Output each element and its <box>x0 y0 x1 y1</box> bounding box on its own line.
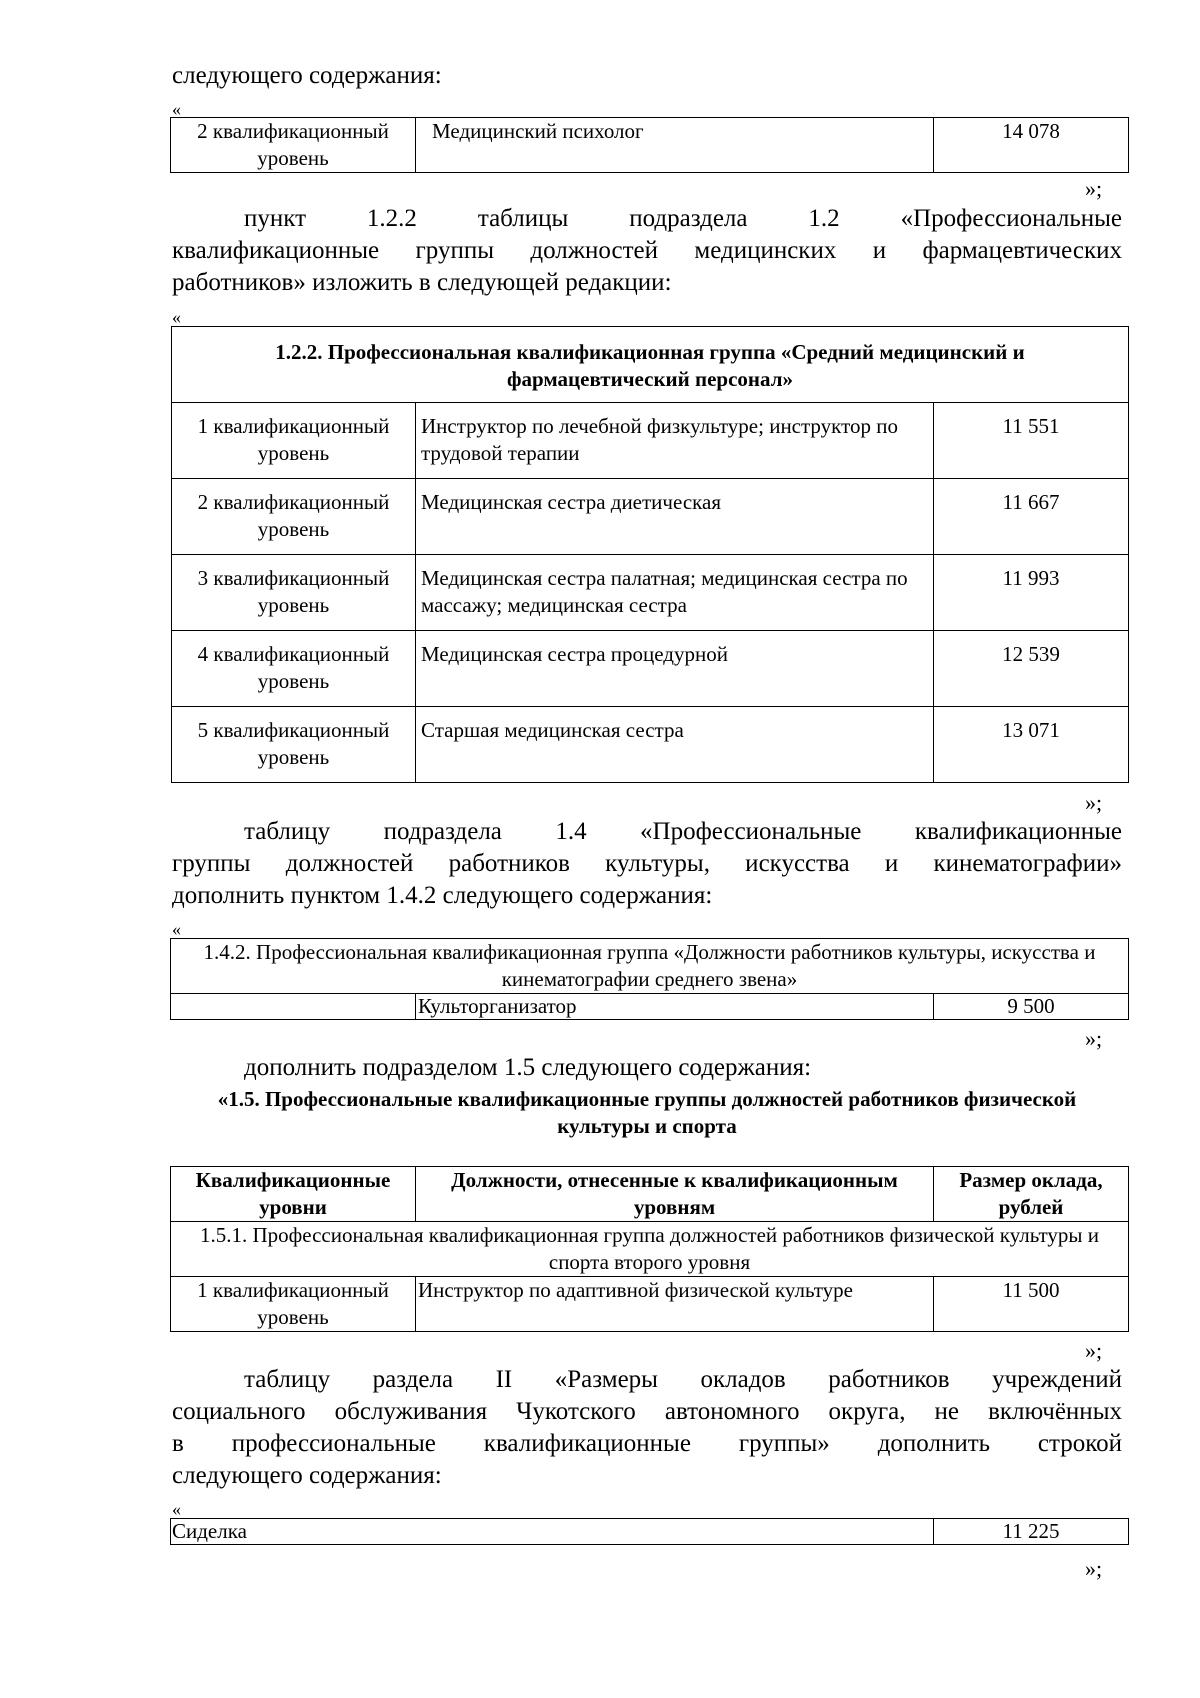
table-row <box>171 1277 1129 1332</box>
group-header: 1.2.2. Профессиональная квалификационная группа «Средний медицинский и фармацевтический персонал» <box>172 327 1129 403</box>
paragraph-4 <box>172 1364 1122 1492</box>
table-row <box>171 994 1129 1020</box>
para-line: работников» изложить в следующей редакции: <box>172 269 672 296</box>
salary-cell: 11 551 <box>934 403 1129 479</box>
table-other <box>170 1518 1129 1545</box>
table-row <box>172 403 1129 479</box>
col-header-salary: Размер оклада, рублей <box>934 1167 1129 1222</box>
level-cell: 1 квалификационный уровень <box>172 403 416 479</box>
position-cell: Инструктор по лечебной физкультуре; инструктор по трудовой терапии <box>416 403 934 479</box>
level-cell: 2 квалификационный уровень <box>171 118 416 173</box>
position-cell: Медицинская сестра диетическая <box>416 479 934 555</box>
table-row <box>171 1519 1129 1545</box>
close-quote: »; <box>1085 790 1103 815</box>
position-cell: Медицинская сестра палатная; медицинская сестра по массажу; медицинская сестра <box>416 555 934 631</box>
close-quote: »; <box>1085 1338 1103 1363</box>
close-quote: »; <box>1085 176 1103 201</box>
position-cell: Медицинская сестра процедурной <box>416 631 934 707</box>
open-quote: « <box>172 919 181 939</box>
para-line: социального обслуживания Чукотского автономного округа, не включённых <box>172 1398 1122 1425</box>
group-header: 1.5.1. Профессиональная квалификационная группа должностей работников физической культуры и спорта второго уровня <box>171 1222 1129 1277</box>
level-cell: 3 квалификационный уровень <box>172 555 416 631</box>
position-cell: Культорганизатор <box>416 994 934 1020</box>
table-row <box>172 707 1129 783</box>
open-quote: « <box>172 99 181 119</box>
para-line: следующего содержания: <box>172 1462 442 1489</box>
para-line: группы должностей работников культуры, искусства и кинематографии» <box>172 850 1122 877</box>
open-quote: « <box>172 1499 181 1519</box>
table-row <box>172 555 1129 631</box>
salary-cell: 11 500 <box>934 1277 1129 1332</box>
intro-line: следующего содержания: <box>172 62 442 89</box>
position-cell: Медицинский психолог <box>416 118 934 173</box>
salary-cell: 11 225 <box>934 1519 1129 1545</box>
paragraph-2 <box>172 816 1122 912</box>
para-line: пункт 1.2.2 таблицы подраздела 1.2 «Профессиональные <box>244 205 1122 232</box>
table-row <box>172 631 1129 707</box>
level-cell: 1 квалификационный уровень <box>171 1277 416 1332</box>
level-cell: 5 квалификационный уровень <box>172 707 416 783</box>
para-line: квалификационные группы должностей медицинских и фармацевтических <box>172 237 1122 264</box>
paragraph-3: дополнить подразделом 1.5 следующего содержания: <box>244 1054 812 1081</box>
salary-cell: 12 539 <box>934 631 1129 707</box>
salary-cell: 9 500 <box>934 994 1129 1020</box>
level-cell <box>171 994 416 1020</box>
table-row <box>172 479 1129 555</box>
close-quote: »; <box>1085 1556 1103 1581</box>
salary-cell: 14 078 <box>934 118 1129 173</box>
level-cell: 2 квалификационный уровень <box>172 479 416 555</box>
position-cell: Инструктор по адаптивной физической культуре <box>416 1277 934 1332</box>
para-line: таблицу раздела II «Размеры окладов работников учреждений <box>244 1366 1122 1393</box>
position-cell: Старшая медицинская сестра <box>416 707 934 783</box>
col-header-levels: Квалификационные уровни <box>171 1167 416 1222</box>
table-sport <box>170 1166 1129 1332</box>
salary-cell: 11 993 <box>934 555 1129 631</box>
paragraph-1 <box>172 203 1122 299</box>
section-1-5-heading: «1.5. Профессиональные квалификационные группы должностей работников физической культуры и спорта <box>217 1087 1077 1138</box>
open-quote: « <box>172 307 181 327</box>
close-quote: »; <box>1085 1026 1103 1051</box>
position-cell: Сиделка <box>171 1519 934 1545</box>
col-header-positions: Должности, отнесенные к квалификационным уровням <box>416 1167 934 1222</box>
level-cell: 4 квалификационный уровень <box>172 631 416 707</box>
table-psychologist <box>170 117 1129 173</box>
table-medical-staff <box>171 326 1129 783</box>
para-line: в профессиональные квалификационные группы» дополнить строкой <box>172 1430 1122 1457</box>
para-line: таблицу подраздела 1.4 «Профессиональные квалификационные <box>244 818 1122 845</box>
para-line: дополнить пунктом 1.4.2 следующего содержания: <box>172 882 713 909</box>
table-culture <box>170 938 1129 1020</box>
salary-cell: 11 667 <box>934 479 1129 555</box>
group-header: 1.4.2. Профессиональная квалификационная группа «Должности работников культуры, искусства и кинематографии среднего звена» <box>171 939 1129 994</box>
salary-cell: 13 071 <box>934 707 1129 783</box>
